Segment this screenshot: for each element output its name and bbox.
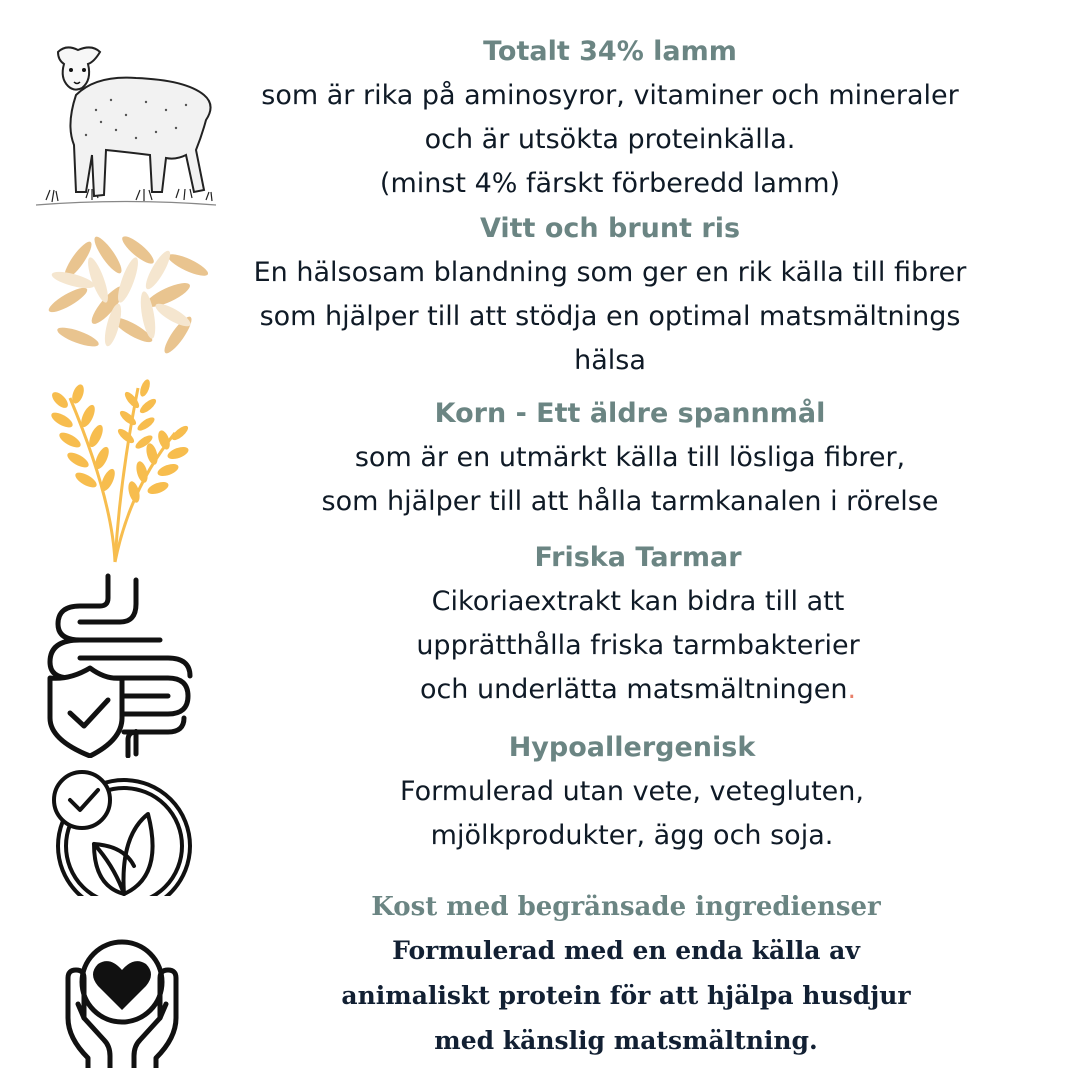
section-text-line: animaliskt protein för att hjälpa husdjur (341, 981, 911, 1010)
section-text-line: med känslig matsmältning. (434, 1026, 818, 1055)
leaf-check-icon (44, 766, 192, 896)
section-heading: Kost med begränsade ingredienser (371, 892, 881, 922)
section-barley (230, 392, 1030, 524)
lamb-icon (26, 40, 222, 210)
section-heading: Totalt 34% lamm (483, 36, 737, 67)
section-text-line: som hjälper till att hålla tarmkanalen i rörelse (321, 486, 939, 517)
intestine-shield-icon (40, 568, 200, 758)
section-text-line: och är utsökta proteinkälla. (424, 124, 796, 155)
section-text-line: En hälsosam blandning som ger en rik källa till fibrer (253, 257, 967, 288)
accent-dot: . (847, 674, 857, 705)
section-text-line: som är rika på aminosyror, vitaminer och mineraler (261, 80, 959, 111)
section-text-line: upprätthålla friska tarmbakterier (416, 630, 860, 661)
section-hypoallergenic (232, 726, 1032, 858)
section-text-line-content: och underlätta matsmältningen (419, 674, 848, 705)
wheat-icon (40, 378, 190, 564)
section-text-line: hälsa (574, 345, 646, 376)
section-text-line: mjölkprodukter, ägg och soja. (430, 820, 834, 851)
section-text-line: som är en utmärkt källa till lösliga fibrer, (354, 442, 906, 473)
section-text-line: Cikoriaextrakt kan bidra till att (431, 586, 845, 617)
section-lamb (210, 30, 1010, 206)
section-text-line: som hjälper till att stödja en optimal matsmältnings (259, 301, 961, 332)
hands-heart-icon (58, 938, 186, 1068)
section-text-line: (minst 4% färskt förberedd lamm) (379, 168, 841, 199)
rice-grains-icon (38, 225, 208, 355)
section-heading: Friska Tarmar (534, 542, 742, 573)
section-text-line (238, 668, 1038, 712)
section-limited-ingredients (226, 886, 1026, 1063)
section-heading: Hypoallergenisk (508, 732, 756, 763)
section-healthy-gut (238, 536, 1038, 712)
section-text-line: Formulerad med en enda källa av (392, 936, 860, 965)
section-heading: Vitt och brunt ris (479, 213, 741, 244)
section-heading: Korn - Ett äldre spannmål (434, 398, 826, 429)
section-rice (210, 207, 1010, 383)
section-text-line: Formulerad utan vete, vetegluten, (400, 776, 864, 807)
